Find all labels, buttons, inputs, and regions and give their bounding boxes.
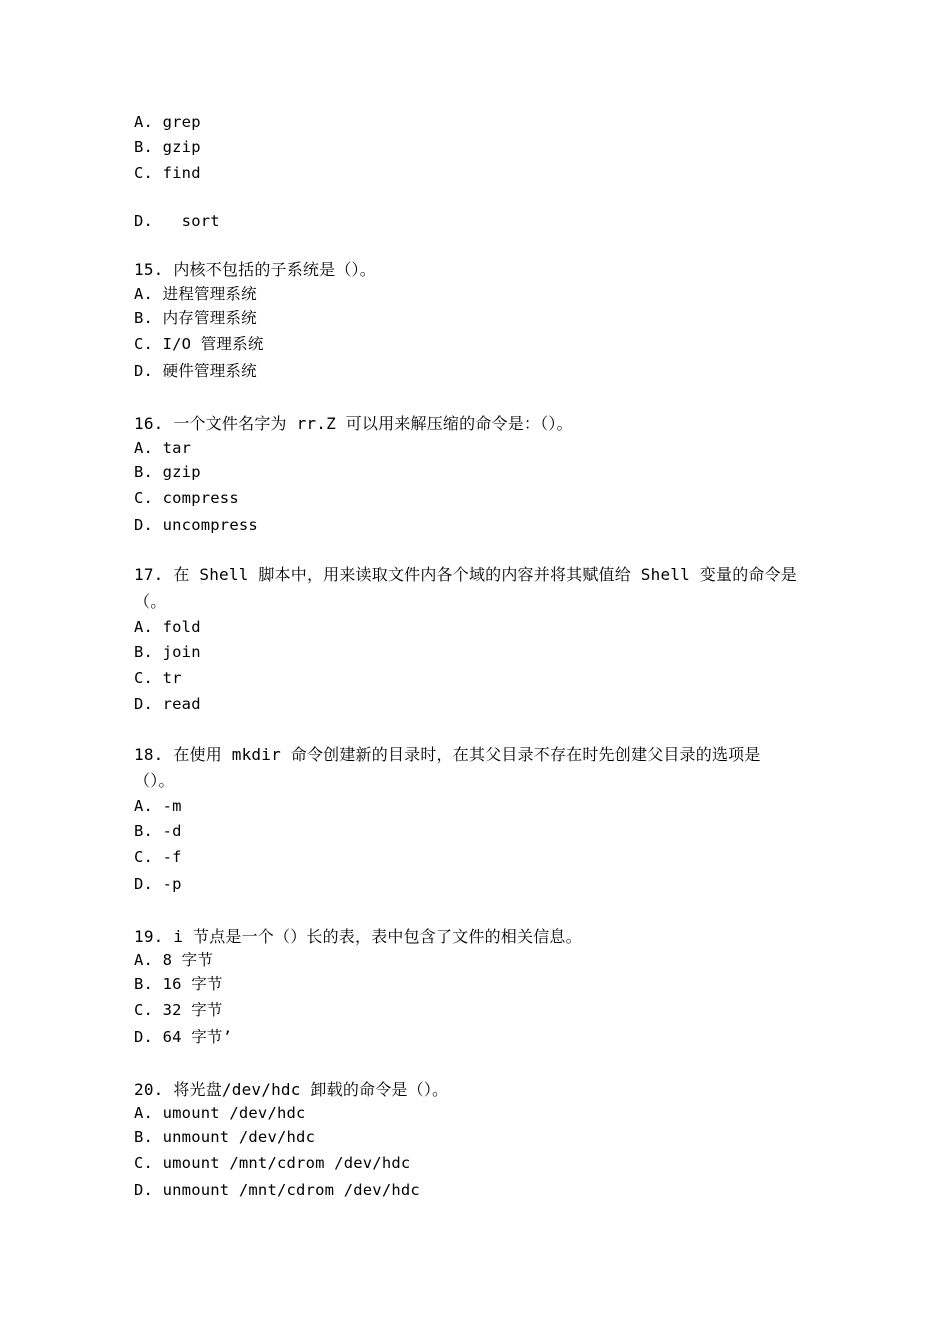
q18-question: 18. 在使用 mkdir 命令创建新的目录时，在其父目录不存在时先创建父目录的选项是 <box>134 745 761 764</box>
q17-question: 17. 在 Shell 脚本中，用来读取文件内各个域的内容并将其赋值给 Shell 变量的命令是 <box>134 565 797 584</box>
q17-option-d: D. read <box>134 695 201 713</box>
q20-option-d: D. unmount /mnt/cdrom /dev/hdc <box>134 1181 420 1199</box>
q18-question-cont: （）。 <box>134 771 175 790</box>
q20-option-b: B. unmount /dev/hdc <box>134 1128 316 1146</box>
q14-option-b: B. gzip <box>134 138 201 156</box>
q19-question: 19. i 节点是一个（）长的表，表中包含了文件的相关信息。 <box>134 927 582 946</box>
q17-option-b: B. join <box>134 643 201 661</box>
q16-option-c: C. compress <box>134 489 239 507</box>
q18-option-c: C. -f <box>134 848 182 866</box>
q19-option-d: D. 64 字节’ <box>134 1028 233 1046</box>
q17-question-cont: （。 <box>134 592 167 611</box>
q18-option-b: B. -d <box>134 822 182 840</box>
q15-option-d: D. 硬件管理系统 <box>134 362 257 380</box>
q17-option-c: C. tr <box>134 669 182 687</box>
q20-option-a: A. umount /dev/hdc <box>134 1104 306 1122</box>
q18-option-d: D. -p <box>134 875 182 893</box>
q15-question: 15. 内核不包括的子系统是（）。 <box>134 260 376 279</box>
q18-option-a: A. -m <box>134 797 182 815</box>
q19-option-b: B. 16 字节 <box>134 975 223 993</box>
q14-option-d: D. sort <box>134 212 220 230</box>
q16-option-d: D. uncompress <box>134 516 258 534</box>
q20-option-c: C. umount /mnt/cdrom /dev/hdc <box>134 1154 411 1172</box>
q16-option-a: A. tar <box>134 439 192 457</box>
q19-option-c: C. 32 字节 <box>134 1001 223 1019</box>
q19-option-a: A. 8 字节 <box>134 951 214 969</box>
q15-option-c: C. I/O 管理系统 <box>134 335 264 353</box>
q15-option-b: B. 内存管理系统 <box>134 309 257 327</box>
q14-option-a: A. grep <box>134 113 201 131</box>
q17-option-a: A. fold <box>134 618 201 636</box>
q16-option-b: B. gzip <box>134 463 201 481</box>
q14-option-c: C. find <box>134 164 201 182</box>
q16-question: 16. 一个文件名字为 rr.Z 可以用来解压缩的命令是：（）。 <box>134 414 573 433</box>
q20-question: 20. 将光盘/dev/hdc 卸载的命令是（）。 <box>134 1080 449 1099</box>
q15-option-a: A. 进程管理系统 <box>134 285 257 303</box>
